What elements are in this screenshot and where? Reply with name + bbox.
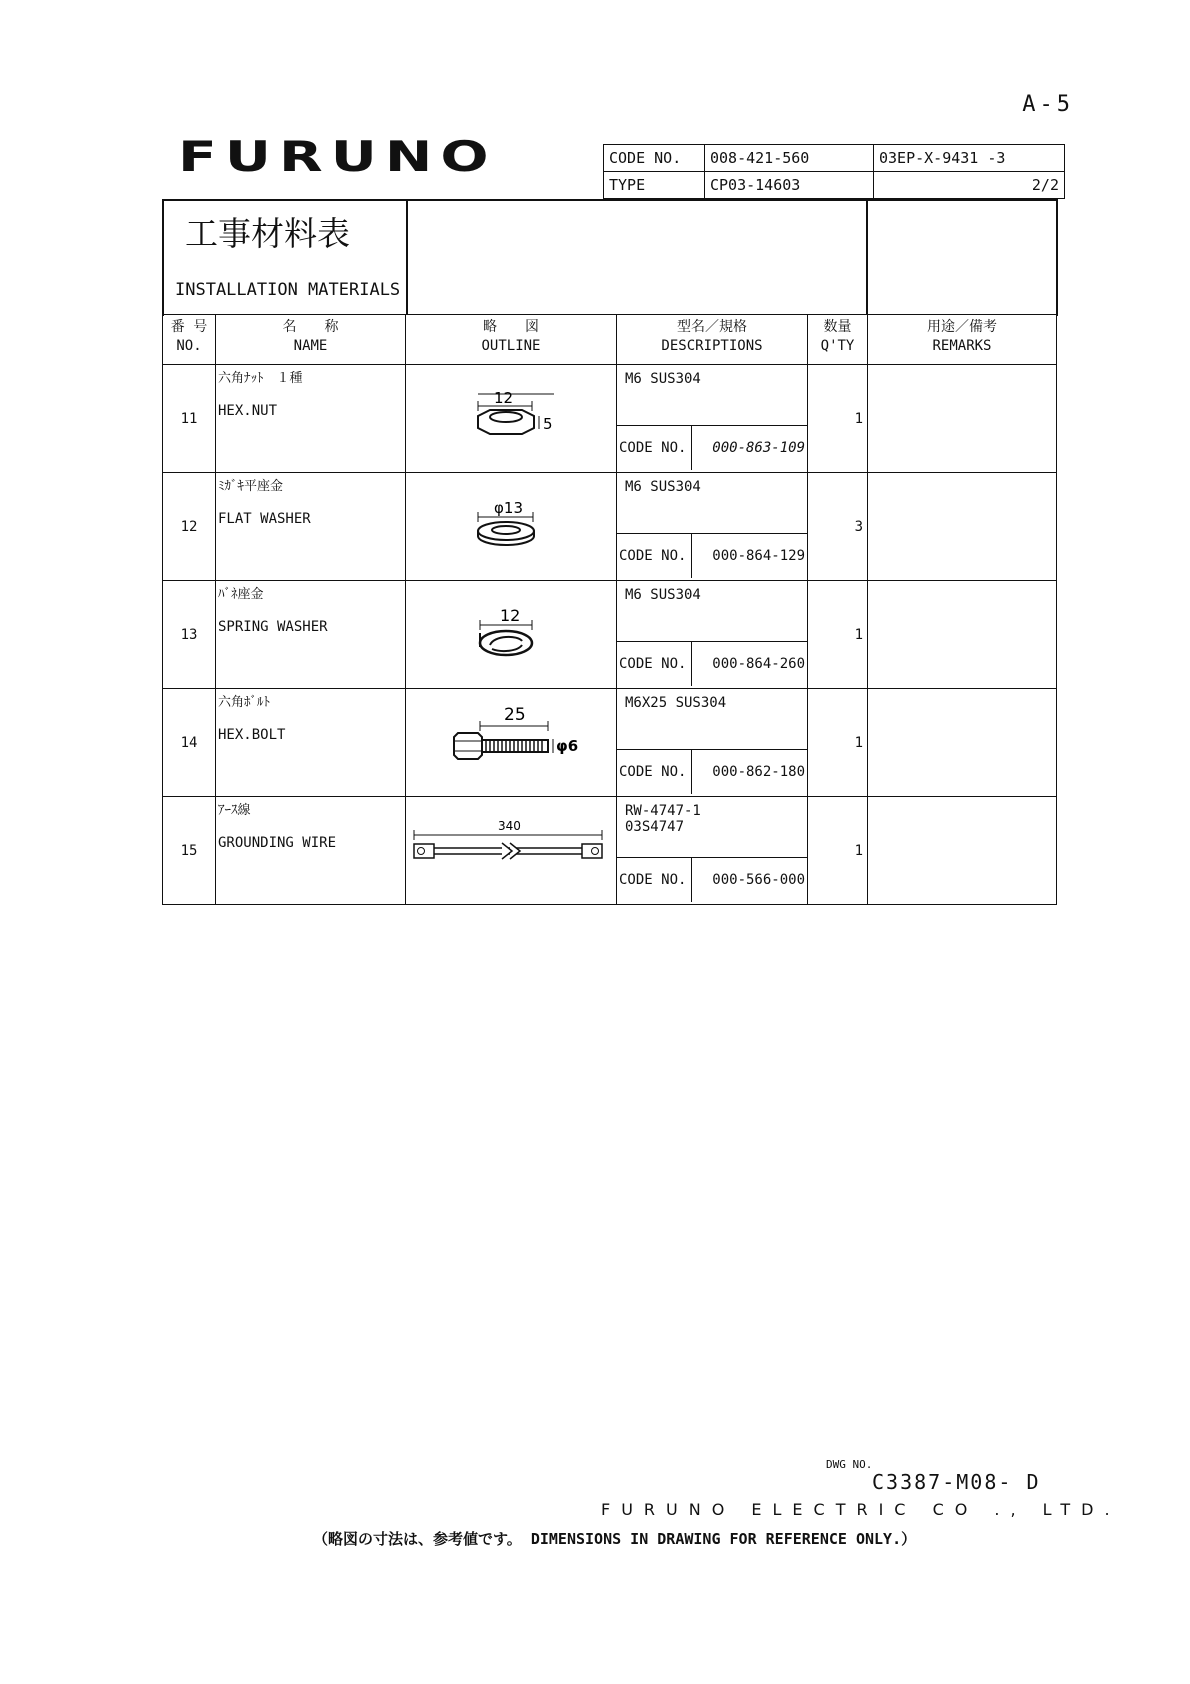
spec-line: 03S4747 xyxy=(625,819,685,835)
spec xyxy=(617,365,807,426)
header-code-table xyxy=(603,144,1065,199)
dim-label: 25 xyxy=(504,705,526,725)
spring-washer-drawing xyxy=(406,581,616,684)
item-number: 15 xyxy=(163,797,216,905)
item-name xyxy=(216,581,406,689)
page-number: A-5 xyxy=(1022,92,1074,117)
code-number: 000-864-129 xyxy=(692,534,808,579)
spec-line: RW-4747-1 xyxy=(625,803,701,819)
col-en: NAME xyxy=(293,338,328,354)
hex-nut-drawing xyxy=(406,365,616,468)
item-name xyxy=(216,689,406,797)
col-no xyxy=(163,315,216,365)
table-row xyxy=(163,689,1057,797)
item-remarks xyxy=(868,365,1057,473)
col-jp: 名 称 xyxy=(282,319,339,335)
hex-bolt-drawing xyxy=(406,689,616,792)
spec xyxy=(617,797,807,858)
code-number: 000-862-180 xyxy=(692,750,808,795)
item-outline xyxy=(406,581,617,689)
col-jp: 略 図 xyxy=(483,319,539,335)
item-number: 14 xyxy=(163,689,216,797)
description-block xyxy=(617,797,807,902)
drawing-number: C3387-M08- D xyxy=(872,1470,1041,1494)
code-label: CODE NO. xyxy=(617,750,692,795)
code-label: CODE NO. xyxy=(617,858,692,903)
sheet-number: 2/2 xyxy=(874,172,1065,199)
item-number: 11 xyxy=(163,365,216,473)
code-number: 000-566-000 xyxy=(692,858,808,903)
item-qty: 1 xyxy=(808,581,868,689)
divider xyxy=(866,199,868,315)
item-name-jp: 六角ﾎﾞﾙﾄ xyxy=(218,695,271,710)
item-outline xyxy=(406,365,617,473)
item-remarks xyxy=(868,689,1057,797)
item-number: 12 xyxy=(163,473,216,581)
type-label: TYPE xyxy=(604,172,705,199)
item-name xyxy=(216,365,406,473)
item-description xyxy=(617,797,808,905)
dim-label: φ13 xyxy=(494,499,523,517)
materials-table xyxy=(162,314,1057,905)
item-name xyxy=(216,797,406,905)
description-block xyxy=(617,689,807,794)
item-name-jp: ﾐｶﾞｷ平座金 xyxy=(218,479,284,494)
item-name-en: FLAT WASHER xyxy=(218,511,311,527)
code-label: CODE NO. xyxy=(617,534,692,579)
item-remarks xyxy=(868,473,1057,581)
item-name-en: GROUNDING WIRE xyxy=(218,835,337,851)
col-outline xyxy=(406,315,617,365)
code-label: CODE NO. xyxy=(617,642,692,687)
item-name-jp: 六角ﾅｯﾄ １種 xyxy=(218,371,303,386)
table-row xyxy=(163,581,1057,689)
col-jp: 数量 xyxy=(823,319,852,335)
code-label: CODE NO. xyxy=(617,426,692,471)
col-en: OUTLINE xyxy=(481,338,541,354)
spec xyxy=(617,581,807,642)
description-block xyxy=(617,473,807,578)
item-description xyxy=(617,365,808,473)
dim-label: 5 xyxy=(543,415,553,433)
divider xyxy=(406,199,408,315)
item-qty: 1 xyxy=(808,365,868,473)
flat-washer-drawing xyxy=(406,473,616,576)
grounding-wire-drawing xyxy=(406,797,616,900)
item-name-jp: ｱｰｽ線 xyxy=(218,803,251,818)
title-japanese: 工事材料表 xyxy=(185,214,350,253)
item-remarks xyxy=(868,581,1057,689)
company-logo: FURUNO xyxy=(178,132,497,181)
item-outline xyxy=(406,689,617,797)
spec-line: M6 SUS304 xyxy=(625,479,701,495)
item-qty: 1 xyxy=(808,797,868,905)
item-description xyxy=(617,581,808,689)
spec xyxy=(617,473,807,534)
col-jp: 番 号 xyxy=(170,319,208,335)
spec-line: M6X25 SUS304 xyxy=(625,695,727,711)
item-name-en: SPRING WASHER xyxy=(218,619,328,635)
code-number: 000-864-260 xyxy=(692,642,808,687)
item-outline xyxy=(406,797,617,905)
col-en: REMARKS xyxy=(932,338,992,354)
col-jp: 型名／規格 xyxy=(677,319,747,335)
code-number: 000-863-109 xyxy=(692,426,808,471)
item-name-en: HEX.BOLT xyxy=(218,727,286,743)
description-block xyxy=(617,581,807,686)
item-qty: 1 xyxy=(808,689,868,797)
col-en: DESCRIPTIONS xyxy=(661,338,763,354)
drawing-number-label: DWG NO. xyxy=(826,1458,873,1471)
title-english: INSTALLATION MATERIALS xyxy=(175,280,401,300)
col-en: Q'TY xyxy=(820,338,855,354)
item-name-jp: ﾊﾞﾈ座金 xyxy=(218,587,264,602)
item-outline xyxy=(406,473,617,581)
item-description xyxy=(617,473,808,581)
item-name xyxy=(216,473,406,581)
table-row xyxy=(163,473,1057,581)
reference-note: （略図の寸法は、参考値です。 DIMENSIONS IN DRAWING FOR REFERENCE ONLY.） xyxy=(313,1530,917,1548)
col-name xyxy=(216,315,406,365)
col-jp: 用途／備考 xyxy=(927,319,997,335)
table-row xyxy=(163,365,1057,473)
col-descriptions xyxy=(617,315,808,365)
code-no-value: 008-421-560 xyxy=(705,145,874,172)
dim-label: 12 xyxy=(494,389,514,407)
spec xyxy=(617,689,807,750)
item-description xyxy=(617,689,808,797)
dim-label: 340 xyxy=(498,819,521,833)
type-value: CP03-14603 xyxy=(705,172,874,199)
item-number: 13 xyxy=(163,581,216,689)
spec-line: M6 SUS304 xyxy=(625,371,701,387)
dim-label: φ6 xyxy=(556,737,579,755)
item-name-en: HEX.NUT xyxy=(218,403,278,419)
description-block xyxy=(617,365,807,470)
item-qty: 3 xyxy=(808,473,868,581)
column-header-row xyxy=(163,315,1057,365)
dim-label: 12 xyxy=(500,606,521,625)
col-en: NO. xyxy=(176,338,202,354)
col-remarks xyxy=(868,315,1057,365)
code-no-label: CODE NO. xyxy=(604,145,705,172)
doc-ref: 03EP-X-9431 -3 xyxy=(874,145,1065,172)
spec-line: M6 SUS304 xyxy=(625,587,701,603)
table-row xyxy=(163,797,1057,905)
item-remarks xyxy=(868,797,1057,905)
col-qty xyxy=(808,315,868,365)
company-name: FURUNO ELECTRIC CO ., LTD. xyxy=(601,1500,1121,1519)
